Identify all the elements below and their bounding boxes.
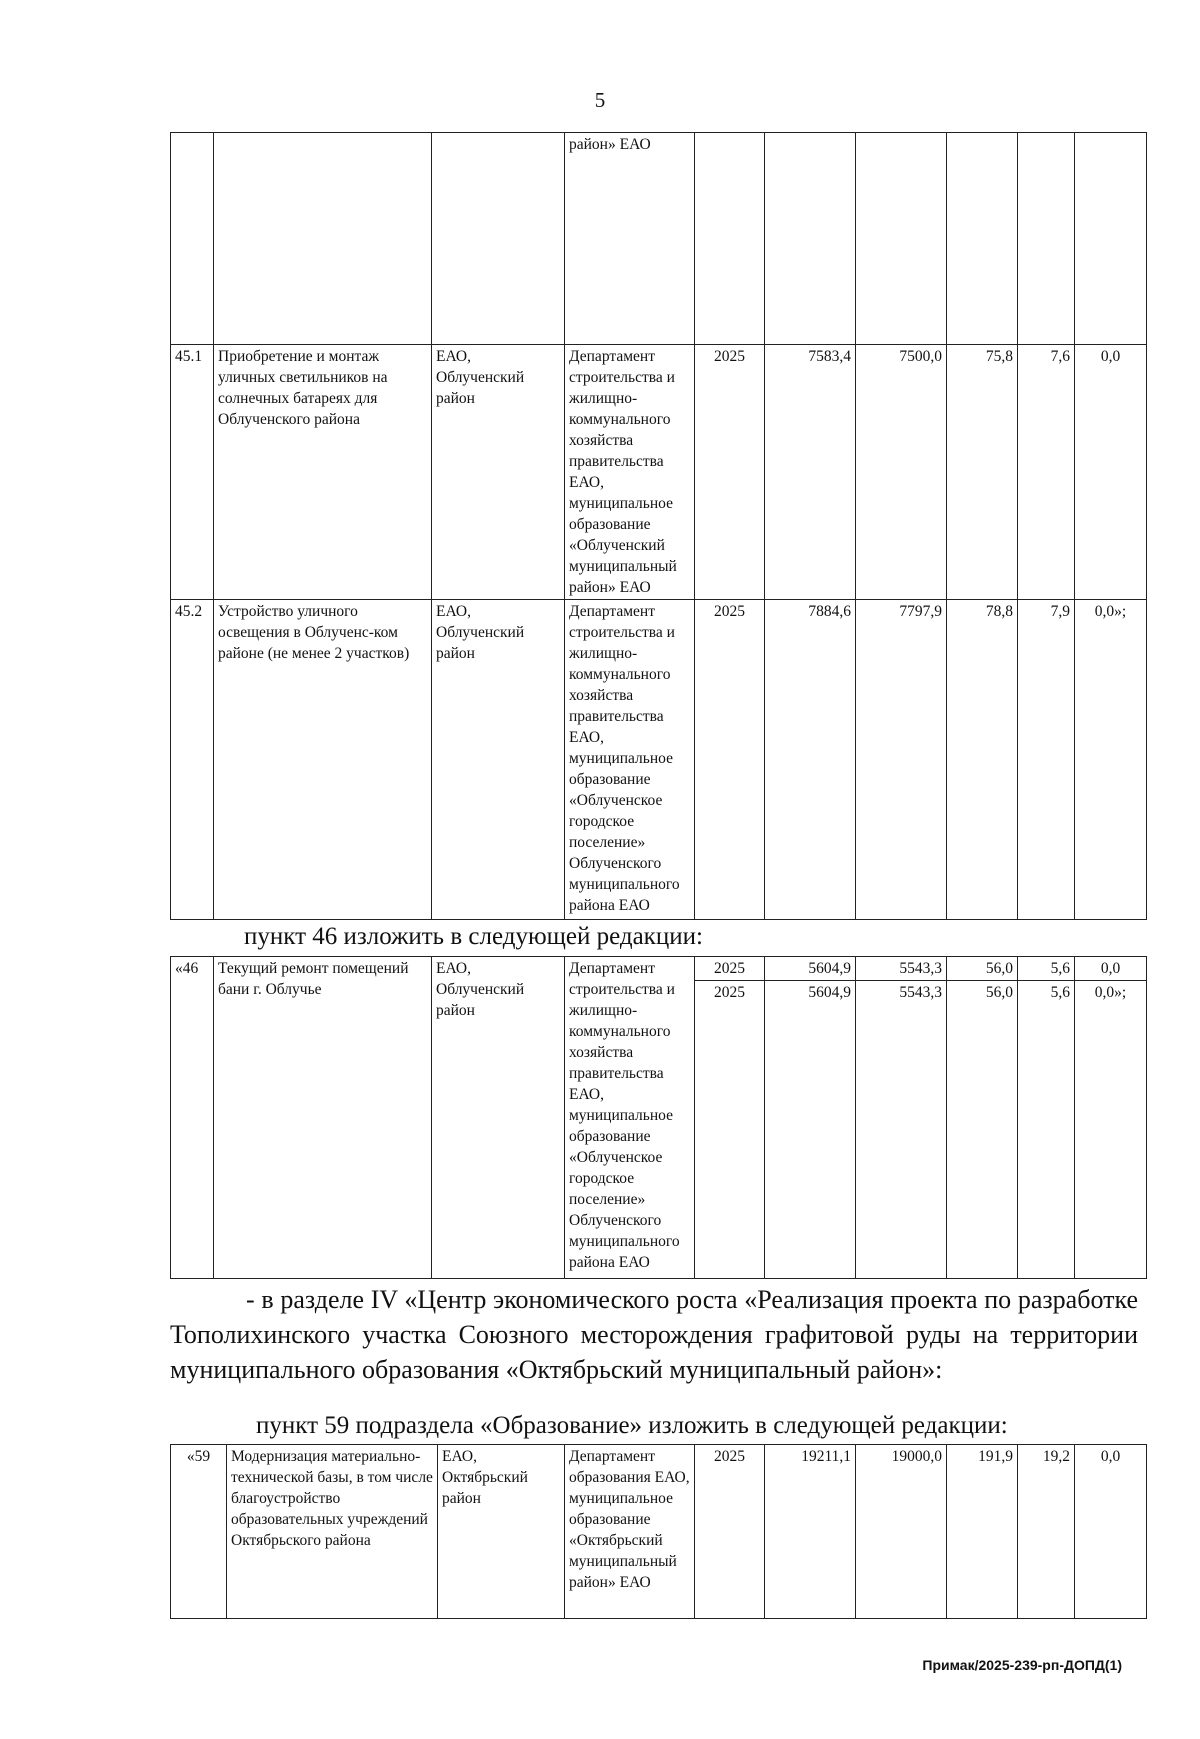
row-number: «59 [171, 1445, 227, 1619]
regional-amount: 56,0 [947, 957, 1018, 981]
local-amount: 19,2 [1018, 1445, 1075, 1619]
executor: район» ЕАО [565, 133, 695, 345]
federal-amount: 7500,0 [856, 345, 947, 600]
table-row [171, 345, 1147, 600]
year: 2025 [695, 1445, 765, 1619]
other-amount: 0,0 [1075, 1445, 1147, 1619]
year [695, 133, 765, 345]
row-number: 45.2 [171, 600, 214, 920]
table-row [171, 133, 1147, 345]
total-amount: 5604,9 [765, 981, 856, 1279]
row-number: 45.1 [171, 345, 214, 600]
page-number: 5 [594, 88, 606, 112]
document-footer-id: Примак/2025-239-рп-ДОПД(1) [922, 1657, 1122, 1673]
year: 2025 [695, 981, 765, 1279]
executor: Департамент строительства и жилищно-коммунального хозяйства правительства ЕАО, муниципальное образование «Облученское городское поселение» Облученского муниципального района ЕАО [565, 600, 695, 920]
regional-amount: 78,8 [947, 600, 1018, 920]
territory: ЕАО, Облученский район [432, 345, 565, 600]
year: 2025 [695, 600, 765, 920]
total-amount: 7583,4 [765, 345, 856, 600]
federal-amount: 19000,0 [856, 1445, 947, 1619]
table-continuation [170, 132, 1147, 920]
territory: ЕАО, Облученский район [432, 600, 565, 920]
other-amount: 0,0»; [1075, 981, 1147, 1279]
row-number [171, 133, 214, 345]
executor: Департамент строительства и жилищно-коммунального хозяйства правительства ЕАО, муниципальное образование «Облученское городское поселение» Облученского муниципального района ЕАО [565, 957, 695, 1279]
total-amount: 19211,1 [765, 1445, 856, 1619]
table-row [171, 1445, 1147, 1619]
federal-amount: 5543,3 [856, 981, 947, 1279]
local-amount: 5,6 [1018, 981, 1075, 1279]
event-name: Приобретение и монтаж уличных светильников на солнечных батареях для Облученского района [214, 345, 432, 600]
total-amount: 7884,6 [765, 600, 856, 920]
local-amount: 5,6 [1018, 957, 1075, 981]
event-name: Устройство уличного освещения в Облученс-ком районе (не менее 2 участков) [214, 600, 432, 920]
regional-amount: 191,9 [947, 1445, 1018, 1619]
section-paragraph: - в разделе IV «Центр экономического роста «Реализация проекта по разработке Тополихинского участка Союзного месторождения графитовой руды на территории муниципального образования «Октябрьский муниципальный район»: [170, 1285, 1138, 1384]
regional-amount: 75,8 [947, 345, 1018, 600]
local-amount [1018, 133, 1075, 345]
regional-amount [947, 133, 1018, 345]
other-amount [1075, 133, 1147, 345]
federal-amount: 7797,9 [856, 600, 947, 920]
federal-amount [856, 133, 947, 345]
executor: Департамент строительства и жилищно-коммунального хозяйства правительства ЕАО, муниципальное образование «Облученский муниципальный район» ЕАО [565, 345, 695, 600]
total-amount [765, 133, 856, 345]
territory: ЕАО, Октябрьский район [438, 1445, 565, 1619]
total-amount: 5604,9 [765, 957, 856, 981]
table-row [171, 957, 1147, 981]
event-name [214, 133, 432, 345]
territory: ЕАО, Облученский район [432, 957, 565, 1279]
table-item-46 [170, 956, 1147, 1279]
other-amount: 0,0»; [1075, 600, 1147, 920]
table-row [171, 600, 1147, 920]
row-number: «46 [171, 957, 214, 1279]
event-name: Текущий ремонт помещений бани г. Облучье [214, 957, 432, 1279]
year: 2025 [695, 957, 765, 981]
instruction-item-46: пункт 46 изложить в следующей редакции: [244, 923, 703, 950]
instruction-item-59: пункт 59 подраздела «Образование» изложить в следующей редакции: [256, 1412, 1008, 1439]
local-amount: 7,9 [1018, 600, 1075, 920]
other-amount: 0,0 [1075, 957, 1147, 981]
local-amount: 7,6 [1018, 345, 1075, 600]
other-amount: 0,0 [1075, 345, 1147, 600]
executor: Департамент образования ЕАО, муниципальное образование «Октябрьский муниципальный район» ЕАО [565, 1445, 695, 1619]
federal-amount: 5543,3 [856, 957, 947, 981]
event-name: Модернизация материально-технической базы, в том числе благоустройство образовательных учреждений Октябрьского района [227, 1445, 438, 1619]
territory [432, 133, 565, 345]
year: 2025 [695, 345, 765, 600]
regional-amount: 56,0 [947, 981, 1018, 1279]
table-item-59 [170, 1444, 1147, 1619]
